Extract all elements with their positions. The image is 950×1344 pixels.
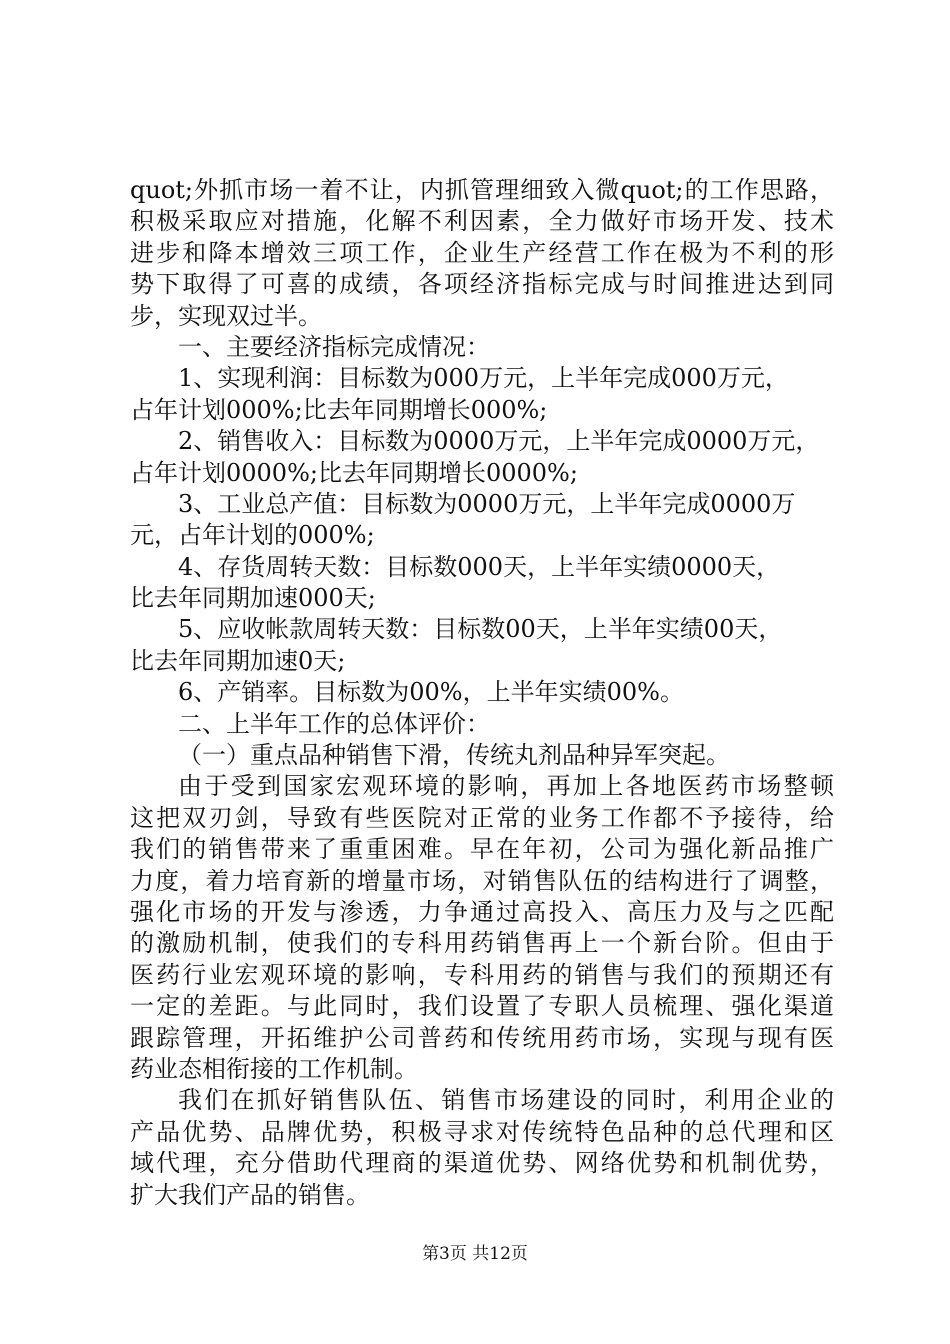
- list-item-line: 5、应收帐款周转天数：目标数00天，上半年实绩00天，: [178, 615, 783, 644]
- section-heading: 二、上半年工作的总体评价：: [178, 709, 490, 738]
- list-item-line: 占年计划0000%;比去年同期增长0000%;: [130, 458, 578, 487]
- paragraph-line: 产品优势、品牌优势，积极寻求对传统特色品种的总代理和区: [130, 1117, 834, 1146]
- paragraph-line: 医药行业宏观环境的影响，专科用药的销售与我们的预期还有: [130, 960, 834, 989]
- paragraph-line: 强化市场的开发与渗透，力争通过高投入、高压力及与之匹配: [130, 897, 834, 926]
- paragraph-line: 势下取得了可喜的成绩，各项经济指标完成与时间推进达到同: [130, 270, 834, 299]
- list-item-line: 4、存货周转天数：目标数000天，上半年实绩0000天，: [178, 552, 781, 581]
- list-item-line: 占年计划000%;比去年同期增长000%;: [130, 395, 548, 424]
- paragraph-line: quot;外抓市场一着不让，内抓管理细致入微quot;的工作思路，: [130, 176, 834, 204]
- list-item-line: 3、工业总产值：目标数为0000万元，上半年完成0000万: [178, 489, 796, 518]
- list-item-line: 比去年同期加速0天;: [130, 646, 346, 675]
- paragraph-line: 进步和降本增效三项工作，企业生产经营工作在极为不利的形: [130, 238, 834, 267]
- list-item-line: 比去年同期加速000天;: [130, 584, 376, 613]
- paragraph-line: 的激励机制，使我们的专科用药销售再上一个新台阶。但由于: [130, 929, 834, 958]
- paragraph-line: 这把双刃剑，导致有些医院对正常的业务工作都不予接待，给: [130, 803, 834, 832]
- list-item-line: 1、实现利润：目标数为000万元，上半年完成000万元，: [178, 364, 789, 393]
- paragraph-line: 域代理，充分借助代理商的渠道优势、网络优势和机制优势，: [130, 1149, 834, 1178]
- paragraph-line: 药业态相衔接的工作机制。: [130, 1054, 418, 1083]
- section-heading: 一、主要经济指标完成情况：: [178, 332, 490, 361]
- subsection-heading: （一）重点品种销售下滑，传统丸剂品种异军突起。: [178, 741, 730, 770]
- list-item-line: 6、产销率。目标数为00%，上半年实绩00%。: [178, 678, 684, 707]
- page-footer: 第3页 共12页: [422, 1244, 528, 1264]
- paragraph-line: 力度，着力培育新的增量市场，对销售队伍的结构进行了调整，: [130, 866, 834, 895]
- paragraph-line: 我们的销售带来了重重困难。早在年初，公司为强化新品推广: [130, 835, 834, 864]
- paragraph-line: 跟踪管理，开拓维护公司普药和传统用药市场，实现与现有医: [130, 1023, 834, 1052]
- paragraph-line: 步，实现双过半。: [130, 301, 322, 330]
- paragraph-line: 扩大我们产品的销售。: [130, 1180, 370, 1209]
- paragraph-line: 由于受到国家宏观环境的影响，再加上各地医药市场整顿: [178, 772, 834, 801]
- paragraph-line: 积极采取应对措施，化解不利因素，全力做好市场开发、技术: [130, 207, 834, 236]
- paragraph-line: 我们在抓好销售队伍、销售市场建设的同时，利用企业的: [178, 1086, 834, 1115]
- list-item-line: 元，占年计划的000%;: [130, 521, 375, 550]
- paragraph-line: 一定的差距。与此同时，我们设置了专职人员梳理、强化渠道: [130, 992, 834, 1021]
- list-item-line: 2、销售收入：目标数为0000万元，上半年完成0000万元，: [178, 427, 820, 456]
- document-body: [130, 175, 834, 1211]
